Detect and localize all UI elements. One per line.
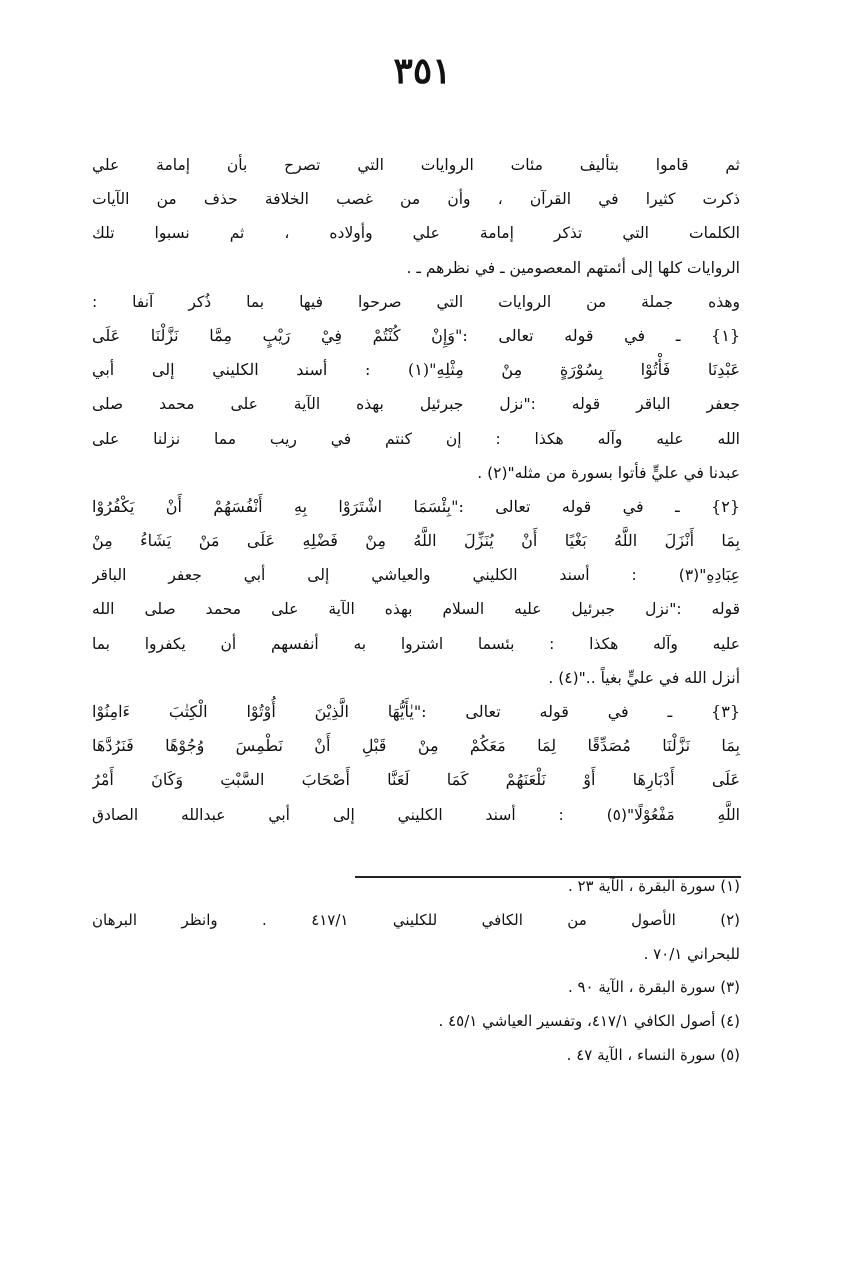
body-line: {١} ـ في قوله تعالى :"وَإِنْ كُنْتُمْ فِيْ رَيْبٍ مِمَّا نَزَّلْنَا عَلَى bbox=[92, 325, 740, 345]
body-line: بِمَا أَنْزَلَ اللَّهُ بَغْيًا أَنْ يُنَزِّلَ اللَّهُ مِنْ فَضْلِهِ عَلَى مَنْ يَشَاءُ مِنْ bbox=[92, 531, 740, 551]
body-text bbox=[92, 148, 740, 832]
footnote-line: (١) سورة البقرة ، الآية ٢٣ . bbox=[567, 877, 740, 895]
body-line: جعفر الباقر قوله :"نزل جبرئيل بهذه الآية على محمد صلى bbox=[92, 395, 740, 414]
body-line: عَبْدِنَا فَأْتُوْا بِسُوْرَةٍ مِنْ مِثْلِهِ"(١) : أسند الكليني إلى أبي bbox=[92, 360, 740, 380]
body-line: الروايات كلها إلى أئمتهم المعصومين ـ في نظرهم ـ . bbox=[406, 258, 740, 277]
page-number: ٣٥١ bbox=[393, 50, 452, 92]
body-line: عليه وآله هكذا : بئسما اشتروا به أنفسهم أن يكفروا بما bbox=[92, 634, 740, 653]
footnote-line: (٢) الأصول من الكافي للكليني ٤١٧/١ . وانظر البرهان bbox=[92, 910, 740, 929]
body-line: عِبَادِهِ"(٣) : أسند الكليني والعياشي إلى أبي جعفر الباقر bbox=[92, 566, 740, 585]
body-line: الكلمات التي تذكر إمامة علي وأولاده ، ثم نسبوا تلك bbox=[92, 224, 740, 243]
body-line: عبدنا في عليٍّ فأتوا بسورة من مثله"(٢) . bbox=[477, 463, 740, 482]
body-line: وهذه جملة من الروايات التي صرحوا فيها بما ذُكر آنفا : bbox=[92, 292, 740, 311]
footnote-line: (٥) سورة النساء ، الآية ٤٧ . bbox=[566, 1045, 740, 1064]
body-line: ذكرت كثيرا في القرآن ، وأن من غصب الخلافة حذف من الآيات bbox=[92, 190, 740, 209]
body-line: أنزل الله في عليٍّ بغياً .."(٤) . bbox=[548, 668, 740, 687]
body-line: قوله :"نزل جبرئيل عليه السلام بهذه الآية على محمد صلى الله bbox=[92, 600, 740, 619]
body-line: بِمَا نَزَّلْنَا مُصَدِّقًا لِمَا مَعَكُمْ مِنْ قَبْلِ أَنْ نَطْمِسَ وُجُوْهًا فَنَرُدَّهَا bbox=[92, 736, 740, 756]
body-line: {٣} ـ في قوله تعالى :"يٰأَيُّهَا الَّذِيْنَ أُوْتُوْا الْكِتٰبَ ءَامِنُوْا bbox=[92, 702, 740, 721]
body-line: ثم قاموا بتأليف مئات الروايات التي تصرح بأن إمامة علي bbox=[92, 156, 740, 174]
footnote-line: (٤) أصول الكافي ٤١٧/١، وتفسير العياشي ٤٥/١ . bbox=[438, 1012, 740, 1031]
body-line: الله عليه وآله هكذا : إن كنتم في ريب مما نزلنا على bbox=[92, 429, 740, 448]
footnote-line: للبحراني ٧٠/١ . bbox=[643, 944, 740, 963]
body-line: عَلَى أَدْبَارِهَا أَوْ نَلْعَنَهُمْ كَمَا لَعَنَّا أَصْحَابَ السَّبْتِ وَكَانَ أَمْرُ bbox=[92, 770, 740, 790]
footnote-line: (٣) سورة البقرة ، الآية ٩٠ . bbox=[567, 978, 740, 997]
footnotes bbox=[92, 870, 740, 1073]
body-line: اللَّهِ مَفْعُوْلًا"(٥) : أسند الكليني إلى أبي عبدالله الصادق bbox=[92, 805, 740, 824]
body-line: {٢} ـ في قوله تعالى :"بِئْسَمَا اشْتَرَوْا بِهِ أَنْفُسَهُمْ أَنْ يَكْفُرُوْا bbox=[92, 496, 740, 516]
